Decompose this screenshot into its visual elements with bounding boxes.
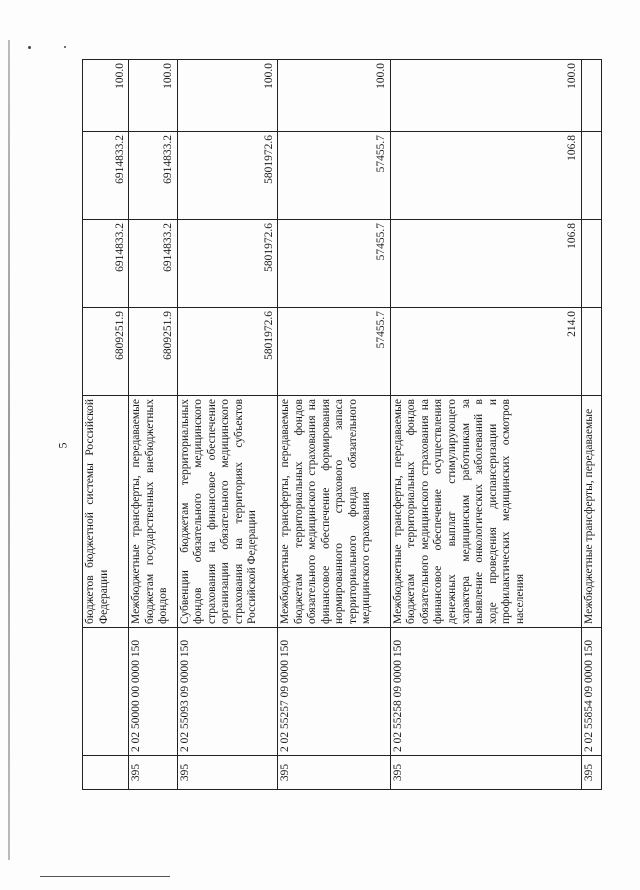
budget-table-region bbox=[82, 60, 602, 790]
admin-cell: 395 bbox=[177, 756, 278, 790]
approved-cell: 6809251.9 bbox=[83, 308, 129, 396]
approved-cell bbox=[581, 308, 601, 396]
bottom-rule bbox=[40, 876, 170, 877]
admin-cell: 395 bbox=[390, 756, 581, 790]
table-row bbox=[278, 60, 391, 790]
code-cell: 2 02 50000 00 0000 150 bbox=[129, 628, 177, 756]
name-cell: Межбюджетные трансферты, передаваемые bbox=[581, 396, 601, 628]
code-cell bbox=[83, 628, 129, 756]
plan-cell: 57455.7 bbox=[278, 220, 391, 308]
name-cell: Субвенции бюджетам территориальных фондов обязательного медицинского страхования на финансовое обеспечение организации обязательного медицинского страхования на территориях субъектов Российской Федерации bbox=[177, 396, 278, 628]
rotated-table-container bbox=[82, 60, 602, 790]
code-cell: 2 02 55257 09 0000 150 bbox=[278, 628, 391, 756]
table-row bbox=[177, 60, 278, 790]
plan-cell: 106.8 bbox=[390, 220, 581, 308]
approved-cell: 6809251.9 bbox=[129, 308, 177, 396]
scan-edge bbox=[8, 40, 10, 860]
percent-cell: 100.0 bbox=[83, 60, 129, 132]
table-body bbox=[83, 60, 602, 790]
table-row bbox=[83, 60, 129, 790]
table-row bbox=[129, 60, 177, 790]
plan-cell: 6914833.2 bbox=[83, 220, 129, 308]
executed-cell: 57455.7 bbox=[278, 132, 391, 220]
table-row bbox=[581, 60, 601, 790]
executed-cell bbox=[581, 132, 601, 220]
percent-cell: 100.0 bbox=[129, 60, 177, 132]
percent-cell: 100.0 bbox=[177, 60, 278, 132]
approved-cell: 57455.7 bbox=[278, 308, 391, 396]
plan-cell bbox=[581, 220, 601, 308]
admin-cell: 395 bbox=[278, 756, 391, 790]
code-cell: 2 02 55854 09 0000 150 bbox=[581, 628, 601, 756]
scan-speck bbox=[64, 46, 66, 48]
percent-cell: 100.0 bbox=[390, 60, 581, 132]
executed-cell: 6914833.2 bbox=[129, 132, 177, 220]
percent-cell: 100.0 bbox=[278, 60, 391, 132]
admin-cell: 395 bbox=[129, 756, 177, 790]
code-cell: 2 02 55093 09 0000 150 bbox=[177, 628, 278, 756]
name-cell: бюджетов бюджетной системы Российской Федерации bbox=[83, 396, 129, 628]
code-cell: 2 02 55258 09 0000 150 bbox=[390, 628, 581, 756]
scan-speck bbox=[28, 46, 31, 49]
name-cell: Межбюджетные трансферты, передаваемые бюджетам территориальных фондов обязательного медицинского страхования на финансовое обеспечение формирования нормированного страхового запаса территориального фонда обязательного медицинского страхования bbox=[278, 396, 391, 628]
percent-cell bbox=[581, 60, 601, 132]
table-row bbox=[390, 60, 581, 790]
approved-cell: 5801972.6 bbox=[177, 308, 278, 396]
approved-cell: 214.0 bbox=[390, 308, 581, 396]
name-cell: Межбюджетные трансферты, передаваемые бюджетам территориальных фондов обязательного медицинского страхования на финансовое обеспечение осуществления денежных выплат стимулирующего характера медицинским работникам за выявление онкологических заболеваний в ходе проведения диспансеризации и профилактических медицинских осмотров населения bbox=[390, 396, 581, 628]
executed-cell: 6914833.2 bbox=[83, 132, 129, 220]
plan-cell: 5801972.6 bbox=[177, 220, 278, 308]
admin-cell bbox=[83, 756, 129, 790]
budget-table bbox=[82, 59, 602, 790]
name-cell: Межбюджетные трансферты, передаваемые бюджетам государственных внебюджетных фондов bbox=[129, 396, 177, 628]
executed-cell: 5801972.6 bbox=[177, 132, 278, 220]
admin-cell: 395 bbox=[581, 756, 601, 790]
plan-cell: 6914833.2 bbox=[129, 220, 177, 308]
page-number: 5 bbox=[55, 442, 70, 449]
executed-cell: 106.8 bbox=[390, 132, 581, 220]
